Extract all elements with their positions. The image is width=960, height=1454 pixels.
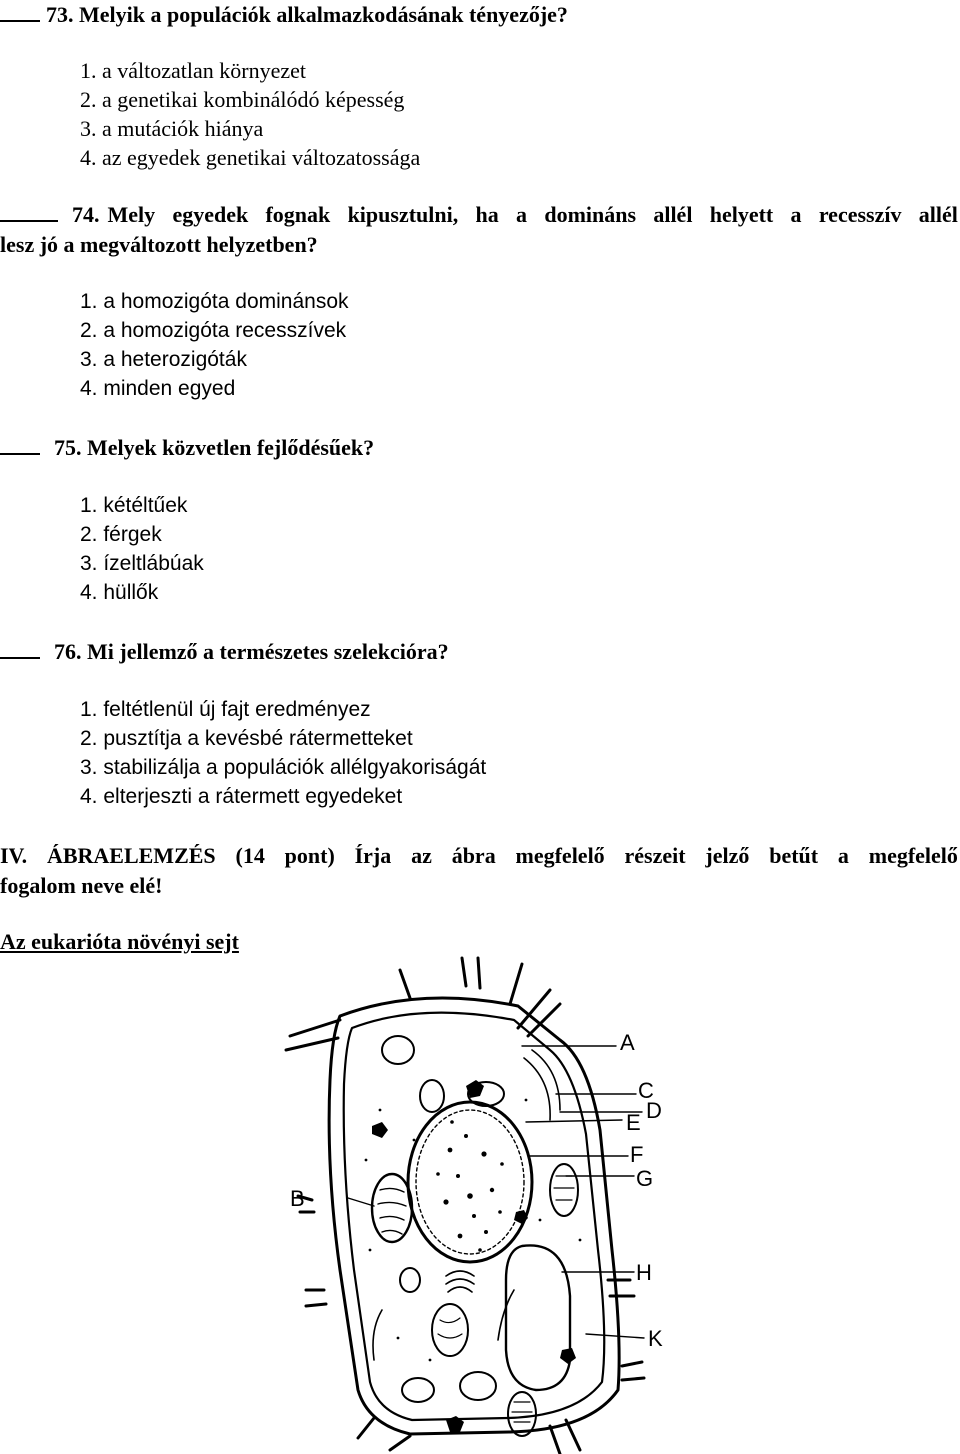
question-74: 74. Mely egyedek fognak kipusztulni, ha a domináns allél helyett a recesszív allél: [0, 202, 958, 228]
nucleus: [408, 1102, 532, 1262]
option: 2. a genetikai kombinálódó képesség: [80, 87, 405, 112]
answer-blank[interactable]: [0, 2, 40, 22]
option: 4. minden egyed: [80, 377, 236, 400]
option: 4. elterjeszti a rátermett egyedeket: [80, 785, 403, 808]
word: a: [516, 202, 528, 227]
chloroplast: [372, 1174, 412, 1242]
label-H: H: [636, 1260, 652, 1285]
word: ha: [475, 202, 499, 227]
label-C: C: [638, 1078, 654, 1103]
word: kipusztulni,: [347, 202, 459, 227]
word: (14: [235, 843, 265, 868]
word: allél: [918, 202, 958, 227]
option: 3. stabilizálja a populációk allélgyakoriságát: [80, 756, 487, 779]
word: ábra: [451, 843, 496, 868]
word: megfelelő: [515, 843, 605, 868]
option: 1. a homozigóta dominánsok: [80, 290, 349, 313]
word: allél: [653, 202, 693, 227]
question-74-text: [108, 202, 959, 228]
word: domináns: [544, 202, 637, 227]
vacuole: [506, 1245, 570, 1390]
option: 4. az egyedek genetikai változatossága: [80, 145, 421, 170]
word: a: [790, 202, 802, 227]
leader-line: [348, 1046, 644, 1338]
figure-title: Az eukarióta növényi sejt: [0, 929, 239, 954]
option: 3. a heterozigóták: [80, 348, 247, 371]
mitochondrion: [402, 1378, 434, 1402]
option: 2. pusztítja a kevésbé rátermetteket: [80, 727, 413, 750]
word: recesszív: [818, 202, 902, 227]
golgi: [446, 1271, 474, 1292]
word: helyett: [709, 202, 774, 227]
section-4-heading: [0, 843, 958, 869]
section-4-heading-cont: fogalom neve elé!: [0, 873, 163, 898]
label-D: D: [646, 1098, 662, 1123]
mitochondrion: [432, 1304, 468, 1356]
word: jelző: [705, 843, 750, 868]
mitochondrion: [460, 1372, 496, 1400]
word: az: [411, 843, 432, 868]
option: 3. ízeltlábúak: [80, 552, 204, 575]
chloroplast: [508, 1392, 536, 1436]
question-74-text-cont: lesz jó a megváltozott helyzetben?: [0, 232, 318, 257]
word: egyedek: [172, 202, 249, 227]
vesicle: [420, 1080, 444, 1112]
vesicle: [382, 1036, 414, 1064]
nucleus-inner: [416, 1110, 524, 1254]
word: pont): [284, 843, 335, 868]
option: 1. a változatlan környezet: [80, 58, 307, 83]
option: 4. hüllők: [80, 581, 159, 604]
question-73: 73. Melyik a populációk alkalmazkodásának tényezője?: [0, 2, 568, 28]
option: 2. a homozigóta recesszívek: [80, 319, 347, 342]
question-75: 75. Melyek közvetlen fejlődésűek?: [0, 435, 374, 461]
word: ÁBRAELEMZÉS: [46, 843, 216, 868]
word: a: [837, 843, 849, 868]
label-B: B: [290, 1186, 305, 1211]
option: 1. kétéltűek: [80, 494, 188, 517]
cell-wall-neighbour: [286, 958, 560, 1050]
label-E: E: [626, 1110, 641, 1135]
word: Írja: [354, 843, 392, 868]
word: részeit: [624, 843, 686, 868]
word: IV.: [0, 843, 28, 868]
endoplasmic-reticulum: [373, 1050, 560, 1360]
stipple: [365, 1099, 582, 1362]
answer-blank[interactable]: [0, 202, 58, 222]
plant-cell-diagram: [270, 950, 690, 1454]
label-G: G: [636, 1166, 654, 1191]
answer-blank[interactable]: [0, 639, 40, 659]
word: Mely: [107, 202, 156, 227]
option: 1. feltétlenül új fajt eredményez: [80, 698, 371, 721]
vesicle: [400, 1268, 420, 1292]
answer-blank[interactable]: [0, 435, 40, 455]
label-F: F: [630, 1142, 644, 1167]
word: betűt: [769, 843, 819, 868]
option: 3. a mutációk hiánya: [80, 116, 264, 141]
dark-granule: [372, 1080, 576, 1432]
chloroplast: [550, 1164, 578, 1216]
option: 2. férgek: [80, 523, 162, 546]
question-76: 76. Mi jellemző a természetes szelekcióra?: [0, 639, 449, 665]
label-A: A: [620, 1030, 635, 1055]
word: fognak: [265, 202, 331, 227]
label-K: K: [648, 1326, 663, 1351]
word: megfelelő: [868, 843, 958, 868]
